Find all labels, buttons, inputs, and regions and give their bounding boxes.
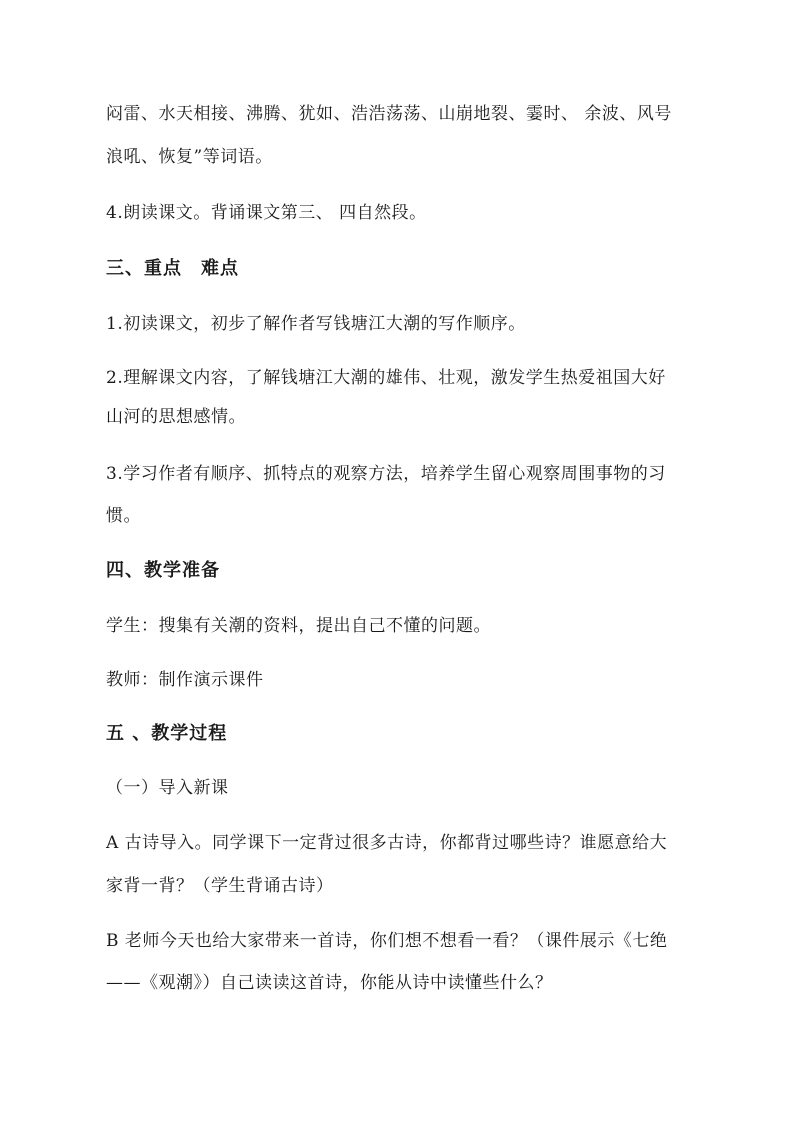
paragraph-a-line-2: 家背一背？（学生背诵古诗） <box>106 876 334 896</box>
key-point-2-line-2: 山河的思想感情。 <box>106 407 246 427</box>
subsection-intro: （一）导入新课 <box>106 778 229 798</box>
section-heading-preparation: 四、教学准备 <box>106 560 220 581</box>
paragraph-b-line-2: ——《观潮》）自己读读这首诗，你能从诗中读懂些什么？ <box>106 973 553 993</box>
paragraph-b-line-1: B 老师今天也给大家带来一首诗，你们想不想看一看？（课件展示《七绝 <box>106 931 668 951</box>
key-point-2-line-1: 2.理解课文内容，了解钱塘江大潮的雄伟、壮观，激发学生热爱祖国大好 <box>106 368 666 388</box>
key-point-3-line-1: 3.学习作者有顺序、抓特点的观察方法，培养学生留心观察周围事物的习 <box>106 464 666 484</box>
teacher-preparation: 教师：制作演示课件 <box>106 670 264 690</box>
vocab-line-2: 浪吼、恢复”等词语。 <box>106 147 273 167</box>
section-heading-key-points: 三、重点 难点 <box>106 258 239 279</box>
paragraph-a-line-1: A 古诗导入。同学课下一定背过很多古诗，你都背过哪些诗？谁愿意给大 <box>106 833 668 853</box>
section-heading-process: 五 、教学过程 <box>106 723 228 744</box>
key-point-3-line-2: 惯。 <box>106 506 141 526</box>
key-point-1: 1.初读课文，初步了解作者写钱塘江大潮的写作顺序。 <box>106 314 526 334</box>
student-preparation: 学生：搜集有关潮的资料，提出自己不懂的问题。 <box>106 616 491 636</box>
objective-item-4: 4.朗读课文。背诵课文第三、 四自然段。 <box>106 203 427 223</box>
vocab-line-1: 闷雷、水天相接、沸腾、犹如、浩浩荡荡、山崩地裂、霎时、 余波、风号 <box>106 104 672 124</box>
